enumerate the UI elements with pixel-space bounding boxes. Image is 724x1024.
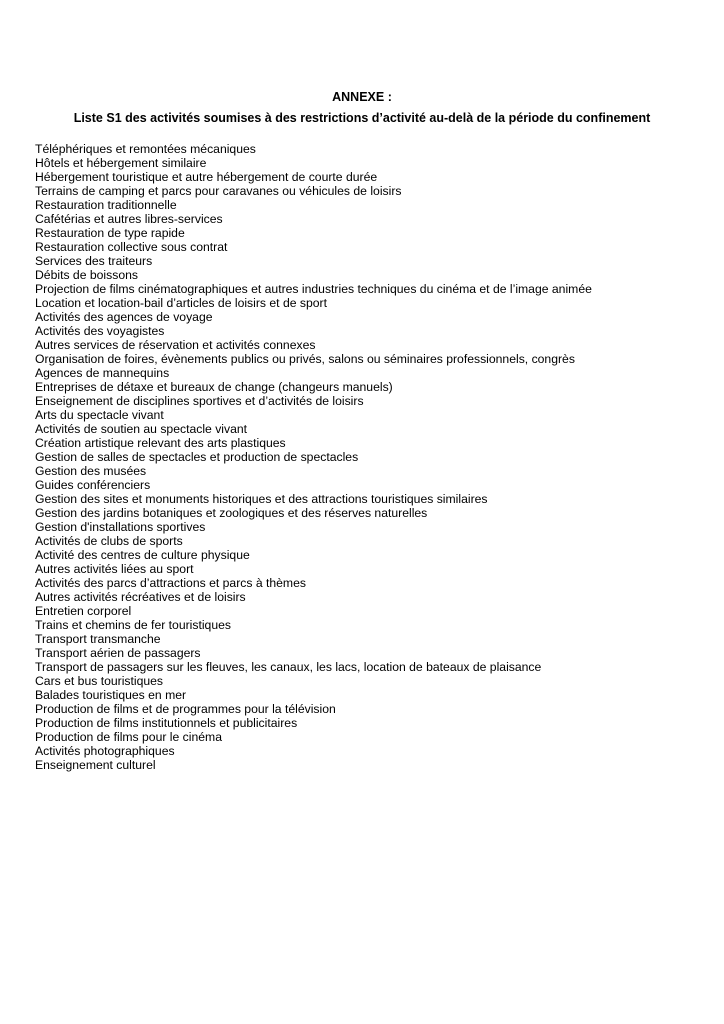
list-item: Enseignement de disciplines sportives et d’activités de loisirs xyxy=(35,394,364,408)
list-item: Activités des agences de voyage xyxy=(35,310,213,324)
list-item: Location et location-bail d’articles de loisirs et de sport xyxy=(35,296,327,310)
list-item: Production de films institutionnels et publicitaires xyxy=(35,716,298,730)
list-item: Restauration collective sous contrat xyxy=(35,240,228,254)
list-item: Entretien corporel xyxy=(35,604,132,618)
list-item: Entreprises de détaxe et bureaux de change (changeurs manuels) xyxy=(35,380,393,394)
annexe-title: ANNEXE : xyxy=(332,90,392,104)
list-item: Production de films pour le cinéma xyxy=(35,730,222,744)
list-item: Gestion d'installations sportives xyxy=(35,520,206,534)
list-item: Activités de soutien au spectacle vivant xyxy=(35,422,248,436)
list-item: Transport transmanche xyxy=(35,632,161,646)
list-item: Cars et bus touristiques xyxy=(35,674,164,688)
list-item: Gestion de salles de spectacles et production de spectacles xyxy=(35,450,359,464)
list-item: Autres services de réservation et activités connexes xyxy=(35,338,316,352)
list-item: Activités photographiques xyxy=(35,744,175,758)
list-item: Activités des voyagistes xyxy=(35,324,165,338)
list-item: Production de films et de programmes pour la télévision xyxy=(35,702,336,716)
list-item: Autres activités liées au sport xyxy=(35,562,194,576)
list-item: Téléphériques et remontées mécaniques xyxy=(35,142,256,156)
list-item: Organisation de foires, évènements publics ou privés, salons ou séminaires professionnels, congrès xyxy=(35,352,575,366)
list-item: Hôtels et hébergement similaire xyxy=(35,156,207,170)
list-item: Cafétérias et autres libres-services xyxy=(35,212,223,226)
list-item: Création artistique relevant des arts plastiques xyxy=(35,436,286,450)
list-item: Terrains de camping et parcs pour caravanes ou véhicules de loisirs xyxy=(35,184,402,198)
list-item: Activités de clubs de sports xyxy=(35,534,183,548)
list-item: Arts du spectacle vivant xyxy=(35,408,164,422)
list-item: Projection de films cinématographiques et autres industries techniques du cinéma et de l’image animée xyxy=(35,282,592,296)
list-item: Transport aérien de passagers xyxy=(35,646,201,660)
list-item: Restauration traditionnelle xyxy=(35,198,177,212)
list-item: Enseignement culturel xyxy=(35,758,156,772)
list-title: Liste S1 des activités soumises à des restrictions d’activité au-delà de la période du confinement xyxy=(73,111,651,125)
list-item: Gestion des musées xyxy=(35,464,147,478)
list-item: Débits de boissons xyxy=(35,268,138,282)
list-item: Services des traiteurs xyxy=(35,254,153,268)
list-item: Trains et chemins de fer touristiques xyxy=(35,618,231,632)
list-item: Balades touristiques en mer xyxy=(35,688,187,702)
list-item: Agences de mannequins xyxy=(35,366,170,380)
list-item: Activités des parcs d’attractions et parcs à thèmes xyxy=(35,576,306,590)
list-item: Restauration de type rapide xyxy=(35,226,185,240)
list-item: Activité des centres de culture physique xyxy=(35,548,250,562)
list-item: Autres activités récréatives et de loisirs xyxy=(35,590,246,604)
list-item: Guides conférenciers xyxy=(35,478,151,492)
list-item: Transport de passagers sur les fleuves, les canaux, les lacs, location de bateaux de plaisance xyxy=(35,660,542,674)
list-item: Gestion des sites et monuments historiques et des attractions touristiques similaires xyxy=(35,492,488,506)
activity-list xyxy=(35,142,592,772)
list-item: Hébergement touristique et autre hébergement de courte durée xyxy=(35,170,378,184)
list-item: Gestion des jardins botaniques et zoologiques et des réserves naturelles xyxy=(35,506,428,520)
